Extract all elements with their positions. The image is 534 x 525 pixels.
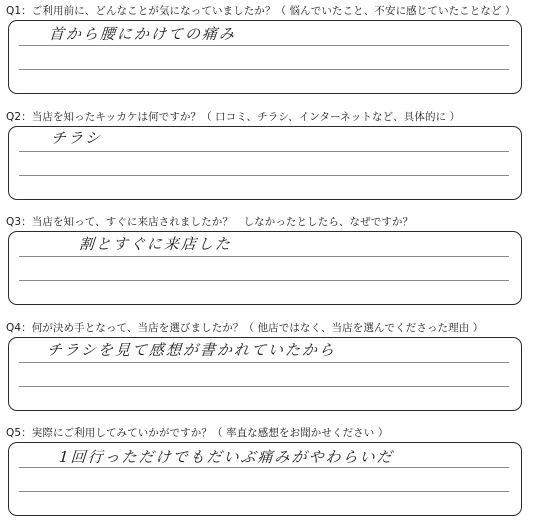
answer-box bbox=[8, 20, 522, 94]
handwritten-answer: 割とすぐに来店した bbox=[78, 235, 233, 253]
ruled-line bbox=[19, 386, 509, 387]
question-label: Q1：ご利用前に、どんなことが気になっていましたか？（ 悩んでいたこと、不安に感じていたことなど ） bbox=[6, 5, 516, 17]
ruled-line bbox=[19, 45, 509, 46]
ruled-line bbox=[19, 151, 509, 152]
ruled-line bbox=[19, 491, 509, 492]
handwritten-answer: 1回行っただけでもだいぶ痛みがやわらいだ bbox=[58, 448, 395, 466]
ruled-line bbox=[19, 362, 509, 363]
answer-box bbox=[8, 442, 522, 516]
ruled-line bbox=[19, 256, 509, 257]
ruled-line bbox=[19, 69, 509, 70]
ruled-line bbox=[19, 175, 509, 176]
handwritten-answer: チラシ bbox=[50, 129, 103, 147]
ruled-line bbox=[19, 280, 509, 281]
question-label: Q3：当店を知って、すぐに来店されましたか？ しなかったとしたら、なぜですか？ bbox=[6, 216, 414, 228]
question-label: Q4：何が決め手となって、当店を選びましたか？（ 他店ではなく、当店を選んでくださった理由 ） bbox=[6, 322, 484, 334]
ruled-line bbox=[19, 467, 509, 468]
answer-box bbox=[8, 126, 522, 200]
handwritten-answer: チラシを見て感想が書かれていたから bbox=[46, 341, 337, 359]
handwritten-answer: 首から腰にかけての痛み bbox=[48, 25, 237, 43]
answer-box bbox=[8, 231, 522, 305]
answer-box bbox=[8, 337, 522, 411]
question-label: Q2：当店を知ったキッカケは何ですか？（ 口コミ、チラシ、インターネットなど、具体的に ） bbox=[6, 111, 461, 123]
question-label: Q5：実際にご利用してみていかがですか？（ 率直な感想をお聞かせください ） bbox=[6, 427, 389, 439]
